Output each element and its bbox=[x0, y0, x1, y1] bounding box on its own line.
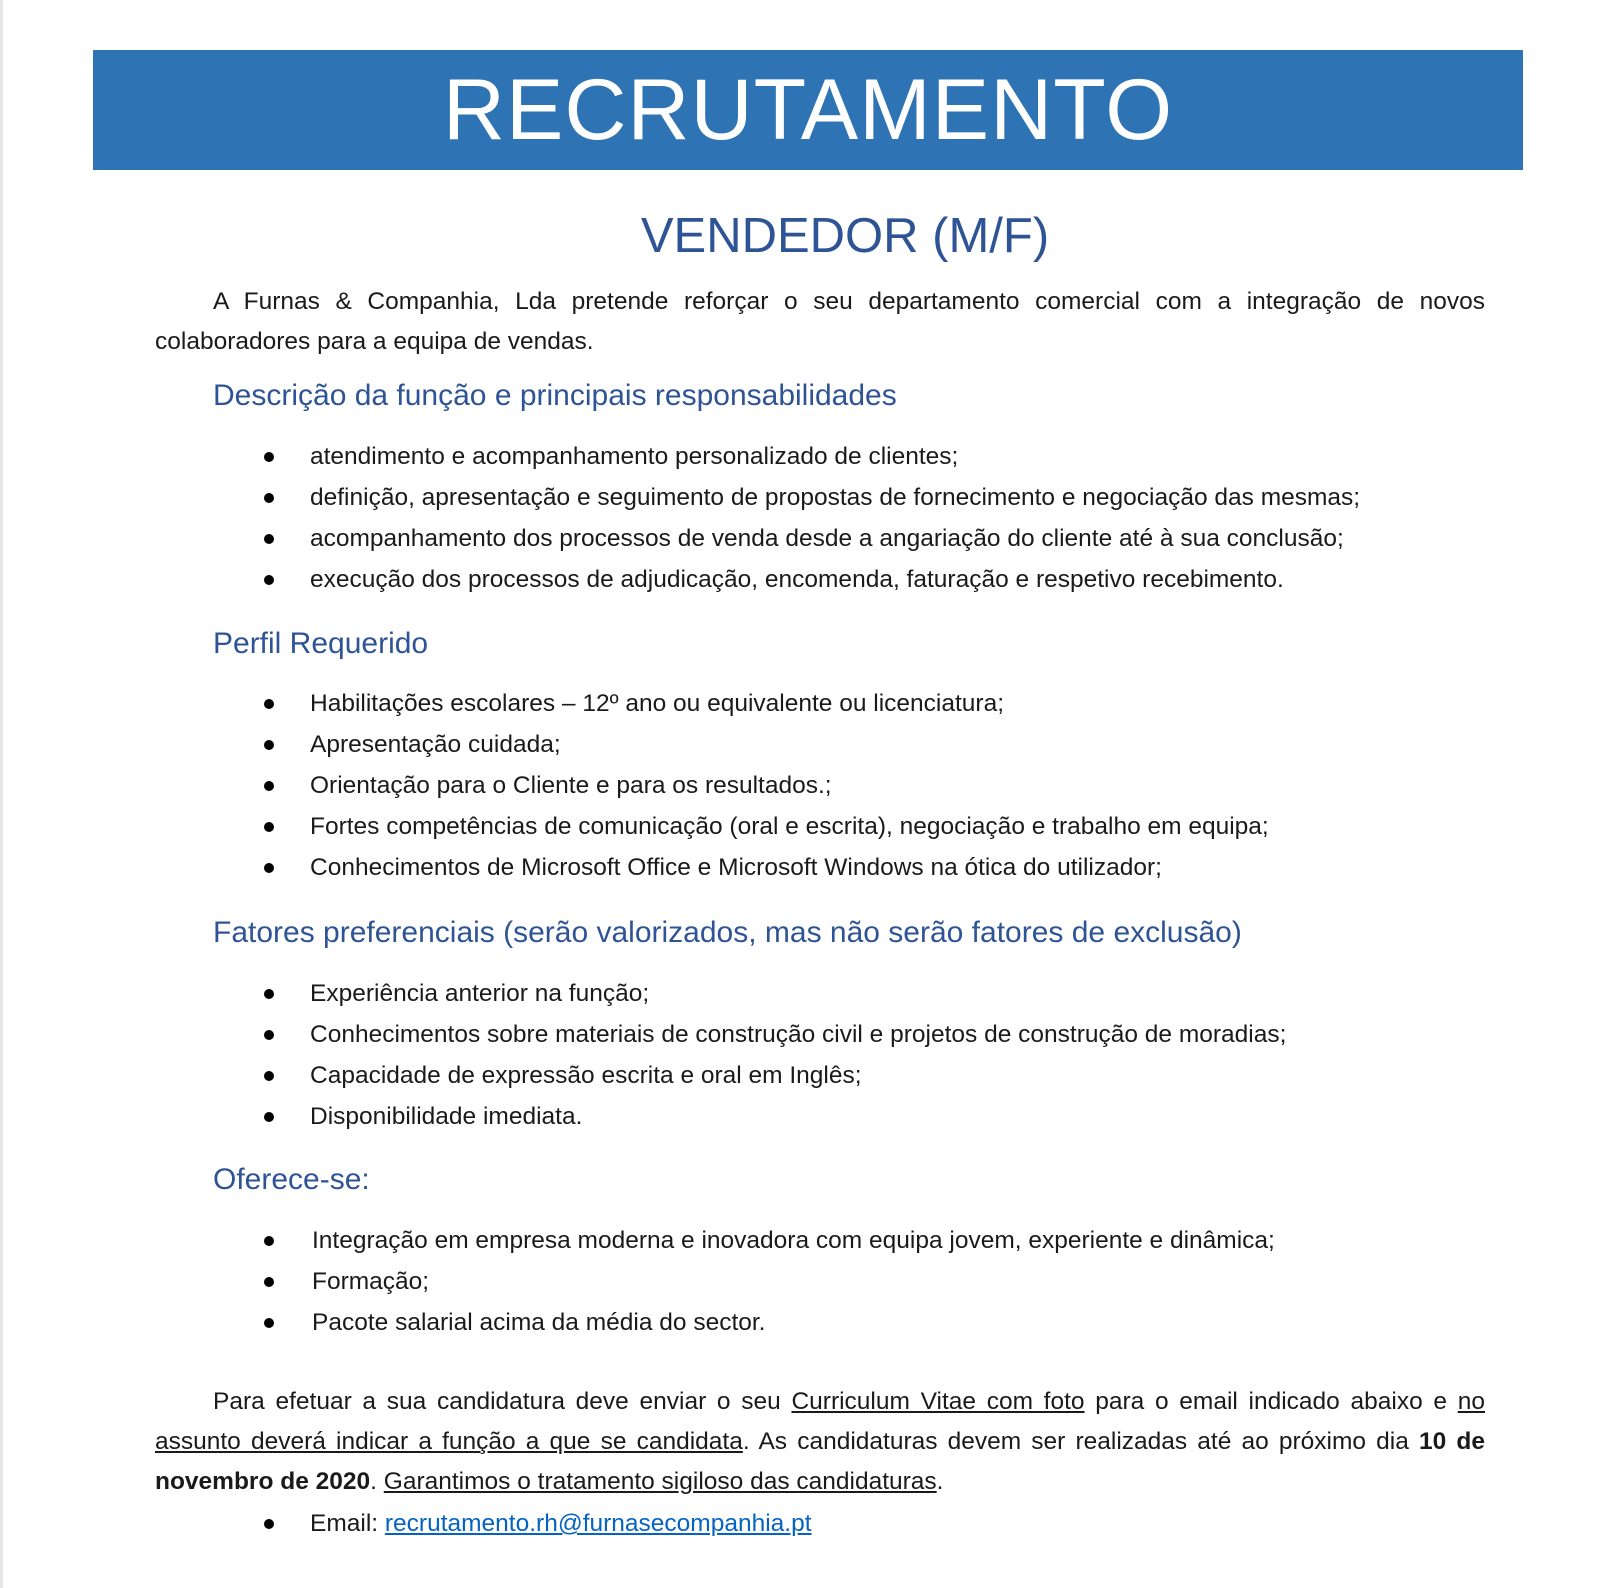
subject-requirement: no assunto deverá indicar a função a que se candidata bbox=[155, 1388, 1485, 1455]
list-item: execução dos processos de adjudicação, encomenda, faturação e respetivo recebimento. bbox=[262, 559, 1360, 600]
application-text-5: . bbox=[936, 1468, 944, 1495]
list-item: Formação; bbox=[262, 1261, 1275, 1302]
list-item: atendimento e acompanhamento personalizado de clientes; bbox=[262, 436, 1360, 477]
list-item: Integração em empresa moderna e inovadora com equipa jovem, experiente e dinâmica; bbox=[262, 1220, 1275, 1261]
preferential-list bbox=[262, 973, 1286, 1137]
list-item: definição, apresentação e seguimento de propostas de fornecimento e negociação das mesmas; bbox=[262, 477, 1360, 518]
banner-title: RECRUTAMENTO bbox=[442, 62, 1174, 158]
contact-list bbox=[262, 1503, 812, 1544]
list-item: Apresentação cuidada; bbox=[262, 724, 1269, 765]
application-paragraph bbox=[155, 1382, 1485, 1502]
deadline-date: 10 de novembro de 2020 bbox=[155, 1428, 1486, 1495]
application-text-2: para o email indicado abaixo e bbox=[1084, 1388, 1458, 1415]
list-item: Orientação para o Cliente e para os resultados.; bbox=[262, 765, 1269, 806]
list-item: Capacidade de expressão escrita e oral em Inglês; bbox=[262, 1055, 1286, 1096]
email-label: Email: bbox=[310, 1510, 385, 1537]
application-text-1: Para efetuar a sua candidatura deve enviar o seu bbox=[213, 1388, 792, 1415]
email-link[interactable]: recrutamento.rh@furnasecompanhia.pt bbox=[384, 1510, 812, 1537]
responsibilities-list bbox=[262, 436, 1360, 600]
list-item: Habilitações escolares – 12º ano ou equivalente ou licenciatura; bbox=[262, 683, 1269, 724]
intro-text: A Furnas & Companhia, Lda pretende reforçar o seu departamento comercial com a integração de novos colaboradores para a equipa de vendas. bbox=[155, 288, 1485, 355]
confidentiality-note: Garantimos o tratamento sigiloso das candidaturas bbox=[383, 1468, 937, 1495]
section-heading-offer: Oferece-se: bbox=[213, 1163, 370, 1196]
intro-paragraph bbox=[155, 282, 1485, 362]
section-heading-responsibilities: Descrição da função e principais responsabilidades bbox=[213, 379, 897, 412]
list-item: Disponibilidade imediata. bbox=[262, 1096, 1286, 1137]
offer-list bbox=[262, 1220, 1275, 1343]
section-heading-preferential: Fatores preferenciais (serão valorizados, mas não serão fatores de exclusão) bbox=[213, 916, 1242, 949]
cv-requirement: Curriculum Vitae com foto bbox=[791, 1388, 1085, 1415]
list-item: acompanhamento dos processos de venda desde a angariação do cliente até à sua conclusão; bbox=[262, 518, 1360, 559]
list-item: Conhecimentos de Microsoft Office e Microsoft Windows na ótica do utilizador; bbox=[262, 847, 1269, 888]
header-banner bbox=[93, 50, 1523, 170]
list-item: Pacote salarial acima da média do sector. bbox=[262, 1302, 1275, 1343]
list-item: Conhecimentos sobre materiais de construção civil e projetos de construção de moradias; bbox=[262, 1014, 1286, 1055]
section-heading-profile: Perfil Requerido bbox=[213, 627, 429, 660]
profile-list bbox=[262, 683, 1269, 888]
contact-item bbox=[262, 1503, 812, 1544]
list-item: Experiência anterior na função; bbox=[262, 973, 1286, 1014]
application-text-4: . bbox=[370, 1468, 384, 1495]
list-item: Fortes competências de comunicação (oral e escrita), negociação e trabalho em equipa; bbox=[262, 806, 1269, 847]
application-text-3: . As candidaturas devem ser realizadas até ao próximo dia bbox=[742, 1428, 1420, 1455]
job-title: VENDEDOR (M/F) bbox=[640, 209, 1050, 263]
